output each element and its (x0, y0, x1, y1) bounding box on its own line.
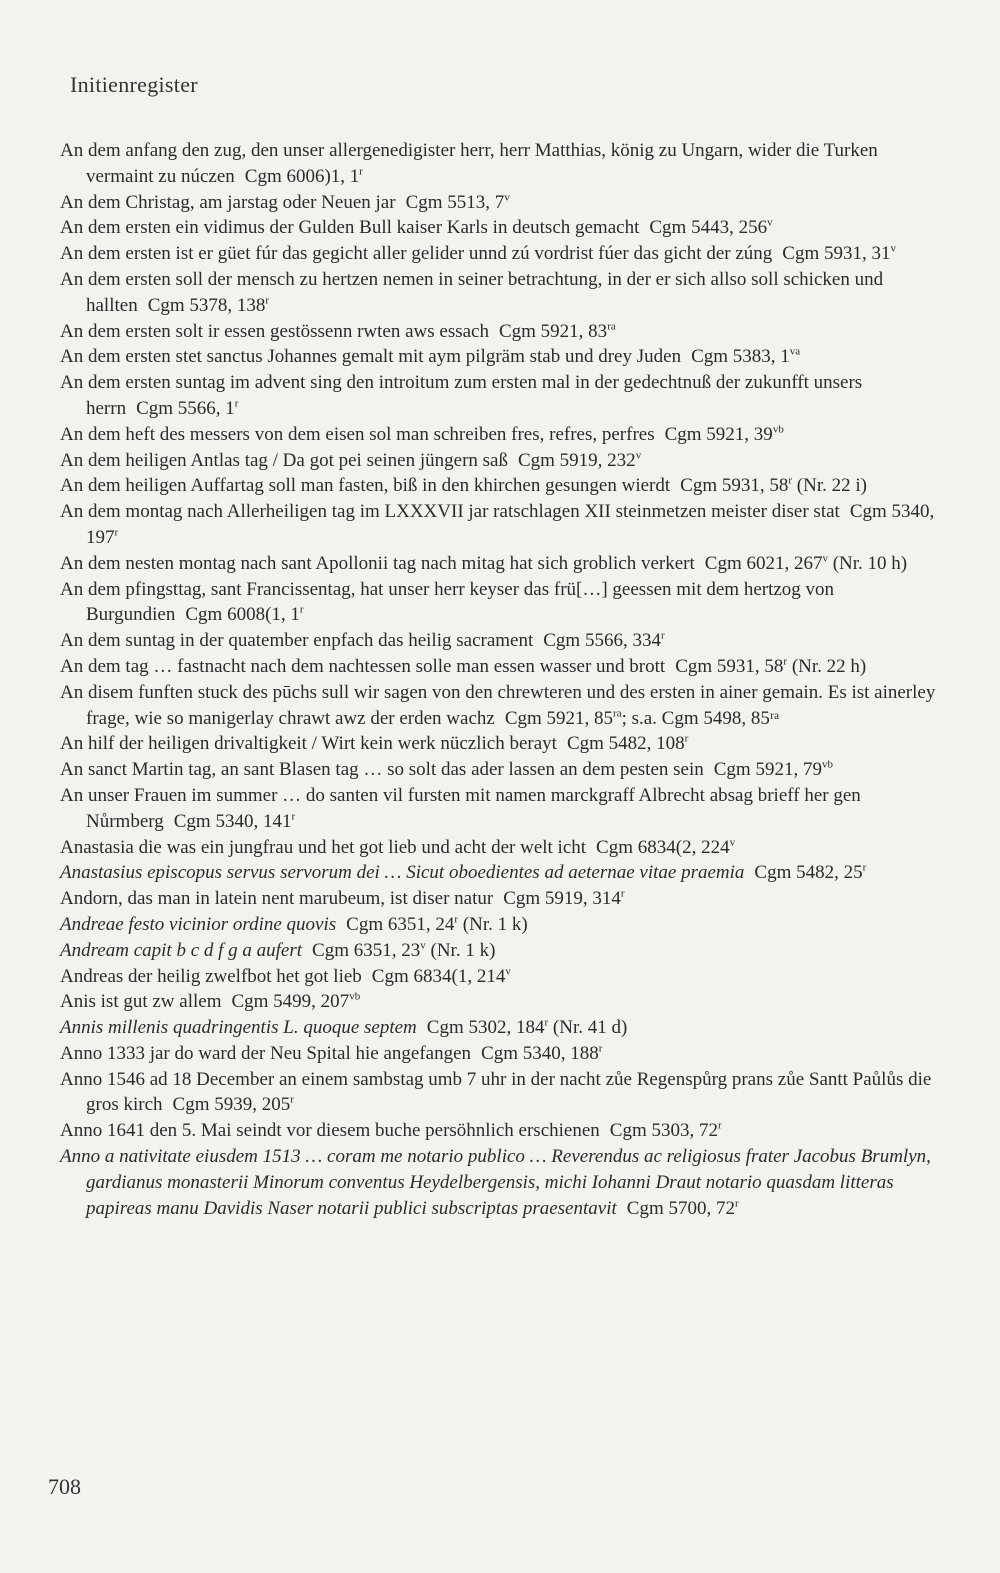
entry-shelfmark: Cgm 5921, 79 (713, 759, 822, 781)
entry-incipit: Anno 1333 jar do ward der Neu Spital hie angefangen (60, 1042, 472, 1064)
entry-incipit: An hilf der heiligen drivaltigkeit / Wirt kein werk nüczlich berayt (60, 733, 557, 755)
entry-folio-side: vb (349, 990, 361, 1003)
index-entry (60, 577, 940, 629)
entry-shelfmark: Cgm 5340, 188 (481, 1042, 599, 1064)
entry-folio-side: v (420, 939, 426, 952)
entry-shelfmark: Cgm 5931, 58 (675, 655, 784, 677)
entry-reference (346, 914, 528, 935)
entry-reference (754, 862, 866, 883)
entry-incipit: An dem ersten suntag im advent sing den introitum zum ersten mal in der gedechtnuß der zukunfft unsers herrn (60, 372, 863, 419)
entry-reference (503, 888, 624, 909)
entry-incipit: Anastasius episcopus servus servorum dei … Sicut oboedientes ad aeternae vitae praemia (60, 862, 745, 884)
index-entry (60, 190, 940, 216)
index-entry (60, 448, 940, 474)
index-entries (60, 138, 940, 1221)
entry-reference (245, 166, 363, 187)
entry-shelfmark: Cgm 5566, 334 (543, 630, 661, 652)
entry-folio-side: va (789, 346, 801, 359)
entry-shelfmark: Cgm 6021, 267 (704, 552, 823, 574)
entry-suffix: (Nr. 41 d) (548, 1017, 628, 1039)
entry-incipit: An dem suntag in der quatember enpfach das heilig sacrament (60, 630, 534, 652)
entry-reference (680, 475, 867, 496)
entry-folio-side: r (718, 1119, 722, 1132)
entry-suffix: (Nr. 1 k) (458, 913, 528, 935)
index-entry (60, 989, 940, 1015)
entry-incipit: Anis ist gut zw allem (60, 991, 222, 1013)
entry-folio-side: r (359, 165, 363, 178)
entry-shelfmark: Cgm 5919, 232 (517, 449, 636, 471)
entry-shelfmark: Cgm 5383, 1 (691, 346, 790, 368)
entry-folio-side: r (544, 1016, 549, 1029)
entry-reference (665, 424, 784, 445)
entry-reference (372, 966, 511, 987)
entry-reference (675, 656, 866, 677)
entry-incipit: An dem ersten ein vidimus der Gulden Bull kaiser Karls in deutsch gemacht (60, 217, 640, 239)
entry-folio-side: v (635, 449, 642, 462)
entry-suffix: (Nr. 10 h) (827, 552, 908, 574)
entry-reference (596, 837, 735, 858)
entry-incipit: Anastasia die was ein jungfrau und het got lieb und acht der welt icht (60, 836, 587, 858)
entry-folio-side: r (598, 1042, 603, 1055)
entry-folio-side: r (454, 913, 459, 926)
entry-suffix: (Nr. 22 h) (787, 655, 867, 677)
entry-incipit: An dem ersten solt ir essen gestössenn rwten aws essach (60, 320, 489, 342)
entry-shelfmark: Cgm 5939, 205 (172, 1094, 291, 1116)
entry-folio-side: r (660, 629, 665, 642)
entry-incipit: Andreae festo vicinior ordine quovis (60, 913, 337, 935)
entry-reference (312, 940, 495, 961)
entry-reference (406, 192, 510, 213)
index-entry (60, 628, 940, 654)
index-entry (60, 1118, 940, 1144)
entry-incipit: An dem heft des messers von dem eisen sol man schreiben fres, refres, perfres (60, 423, 655, 445)
entry-reference (427, 1017, 628, 1038)
entry-shelfmark: Cgm 6834(2, 224 (596, 836, 730, 858)
entry-suffix: ; s.a. Cgm 5498, 85ʳᵃ (621, 707, 780, 729)
entry-incipit: An dem nesten montag nach sant Apollonii tag nach mitag hat sich groblich verkert (60, 552, 695, 574)
entry-reference (174, 811, 295, 832)
index-entry (60, 344, 940, 370)
entry-suffix: (Nr. 1 k) (425, 939, 496, 961)
entry-reference (705, 553, 907, 574)
entry-incipit: An dem ersten soll der mensch zu hertzen nemen in seiner betrachtung, in der er sich allso soll schicken und hallten (60, 268, 884, 316)
entry-reference (649, 217, 772, 238)
entry-folio-side: ra (613, 707, 622, 720)
entry-folio-side: r (783, 655, 788, 668)
entry-incipit: An unser Frauen im summer … do santen vil fursten mit namen marckgraff Albrecht absag brieff her gen Nůrmberg (60, 784, 861, 832)
index-entry (60, 654, 940, 680)
index-entry (60, 422, 940, 448)
entry-shelfmark: Cgm 6834(1, 214 (371, 965, 506, 987)
entry-reference (231, 991, 360, 1012)
entry-shelfmark: Cgm 5499, 207 (231, 991, 350, 1013)
entry-folio-side: r (734, 1197, 739, 1210)
entry-incipit: An dem heiligen Auffartag soll man fasten, biß in den khirchen gesungen wierdt (60, 475, 671, 497)
entry-reference (518, 450, 641, 471)
entry-reference (148, 295, 269, 316)
entry-shelfmark: Cgm 5931, 58 (680, 475, 789, 497)
entry-shelfmark: Cgm 6351, 24 (346, 913, 455, 935)
entry-reference (567, 733, 688, 754)
index-entry (60, 370, 940, 422)
index-entry (60, 267, 940, 319)
index-entry (60, 1067, 940, 1119)
entry-incipit: An dem tag … fastnacht nach dem nachtessen solle man essen wasser und brott (60, 655, 666, 677)
entry-incipit: Anno 1641 den 5. Mai seindt vor diesem buche persöhnlich erschienen (60, 1120, 600, 1142)
entry-reference (782, 243, 896, 264)
entry-folio-side: ra (607, 320, 616, 333)
index-entry (60, 215, 940, 241)
entry-folio-side: r (265, 294, 270, 307)
entry-reference (136, 398, 238, 419)
index-entry (60, 499, 940, 551)
index-entry (60, 138, 940, 190)
entry-shelfmark: Cgm 6006)1, 1 (244, 165, 360, 187)
entry-reference (481, 1043, 602, 1064)
entry-shelfmark: Cgm 5566, 1 (136, 397, 235, 419)
entry-incipit: An dem pfingsttag, sant Francissentag, hat unser herr keyser das frü[…] geessen mit dem hertzog von Burgundien (60, 578, 835, 626)
index-entry (60, 783, 940, 835)
entry-folio-side: r (290, 1094, 294, 1107)
entry-shelfmark: Cgm 5921, 39 (664, 423, 773, 445)
index-entry (60, 835, 940, 861)
entry-reference (691, 346, 800, 367)
entry-reference (714, 759, 833, 780)
entry-reference (499, 321, 616, 342)
entry-shelfmark: Cgm 5919, 314 (503, 888, 621, 910)
entry-shelfmark: Cgm 5340, 197 (86, 501, 935, 548)
entry-folio-side: v (890, 242, 896, 255)
entry-folio-side: v (505, 965, 511, 978)
entry-incipit: Annis millenis quadringentis L. quoque septem (60, 1017, 417, 1039)
entry-incipit: Anno 1546 ad 18 December an einem sambstag umb 7 uhr in der nacht zůe Regenspůrg prans zůe Santt Paůlůs die gros kirch (60, 1068, 932, 1116)
entry-folio-side: r (291, 810, 296, 823)
index-entry (60, 731, 940, 757)
entry-folio-side: v (822, 552, 828, 565)
entry-folio-side: r (114, 526, 119, 539)
entry-folio-side: r (234, 397, 239, 410)
index-entry (60, 551, 940, 577)
entry-shelfmark: Cgm 5302, 184 (426, 1017, 545, 1039)
entry-shelfmark: Cgm 5482, 108 (566, 733, 685, 755)
entry-incipit: An sanct Martin tag, an sant Blasen tag … so solt das ader lassen an dem pesten sein (60, 759, 704, 781)
entry-incipit: Andreas der heilig zwelfbot het got lieb (60, 965, 362, 987)
index-entry (60, 886, 940, 912)
entry-incipit: An dem ersten stet sanctus Johannes gemalt mit aym pilgräm stab und drey Juden (60, 346, 682, 368)
index-entry (60, 757, 940, 783)
index-entry (60, 1041, 940, 1067)
entry-folio-side: v (767, 217, 773, 230)
entry-suffix: (Nr. 22 i) (792, 475, 867, 497)
entry-folio-side: v (504, 191, 510, 204)
entry-shelfmark: Cgm 5482, 25 (754, 862, 863, 884)
entry-shelfmark: Cgm 5443, 256 (649, 217, 768, 239)
index-entry (60, 912, 940, 938)
index-entry (60, 860, 940, 886)
entry-reference (543, 630, 664, 651)
entry-shelfmark: Cgm 5921, 85 (504, 707, 614, 729)
entry-reference (505, 708, 779, 729)
entry-incipit: An dem ersten ist er güet fúr das gegicht aller gelider unnd zú vordrist fúer das gicht der zúng (60, 243, 773, 265)
index-entry (60, 1015, 940, 1041)
entry-folio-side: r (684, 733, 689, 745)
page-number: 708 (48, 1474, 81, 1499)
entry-reference (610, 1120, 722, 1141)
entry-shelfmark: Cgm 5513, 7 (405, 191, 505, 213)
entry-shelfmark: Cgm 6008(1, 1 (185, 604, 300, 626)
index-entry (60, 473, 940, 499)
entry-shelfmark: Cgm 6351, 23 (312, 939, 421, 961)
entry-incipit: An disem funften stuck des pūchs sull wir sagen von den chrewteren und des ersten in ainer gemain. Es ist ainerley frage, wie so manigerlay chrawt awz der erden wachz (60, 681, 936, 729)
entry-reference (627, 1198, 739, 1219)
index-entry (60, 938, 940, 964)
entry-incipit: An dem anfang den zug, den unser allergenedigister herr, herr Matthias, könig zu Ungarn, wider die Turken vermaint zu núczen (60, 140, 878, 187)
entry-incipit: Anno a nativitate eiusdem 1513 … coram me notario publico … Reverendus ac religiosus frater Jacobus Brumlyn, gardianus monasterii Minorum conventus Heydelbergensis, michi Iohanni Draut notario quasdam litteras papireas manu Davidis Naser notarii publici subscriptas praesentavit (60, 1146, 931, 1219)
entry-incipit: Andream capit b c d f g a aufert (60, 939, 303, 961)
entry-folio-side: v (729, 836, 736, 849)
entry-folio-side: r (299, 604, 304, 617)
entry-folio-side: r (620, 887, 625, 900)
index-entry (60, 319, 940, 345)
entry-shelfmark: Cgm 5700, 72 (626, 1197, 735, 1219)
entry-folio-side: r (788, 475, 793, 488)
entry-shelfmark: Cgm 5303, 72 (609, 1120, 718, 1142)
entry-incipit: An dem montag nach Allerheiligen tag im LXXXVII jar ratschlagen XII steinmetzen meister diser stat (60, 501, 840, 523)
entry-incipit: An dem Christag, am jarstag oder Neuen jar (60, 191, 396, 213)
index-entry (60, 1144, 940, 1221)
entry-shelfmark: Cgm 5340, 141 (173, 810, 292, 832)
entry-incipit: An dem heiligen Antlas tag / Da got pei seinen jüngern saß (60, 449, 508, 471)
entry-folio-side: vb (821, 758, 833, 771)
entry-folio-side: r (862, 861, 867, 874)
entry-reference (185, 604, 303, 625)
entry-shelfmark: Cgm 5931, 31 (782, 243, 891, 265)
entry-reference (173, 1094, 294, 1115)
index-entry (60, 964, 940, 990)
running-header: Initienregister (70, 72, 198, 97)
index-entry (60, 680, 940, 732)
entry-folio-side: vb (772, 423, 784, 436)
entry-shelfmark: Cgm 5921, 83 (498, 320, 608, 342)
entry-incipit: Andorn, das man in latein nent marubeum, ist diser natur (60, 888, 494, 910)
index-entry (60, 241, 940, 267)
entry-shelfmark: Cgm 5378, 138 (147, 294, 266, 316)
